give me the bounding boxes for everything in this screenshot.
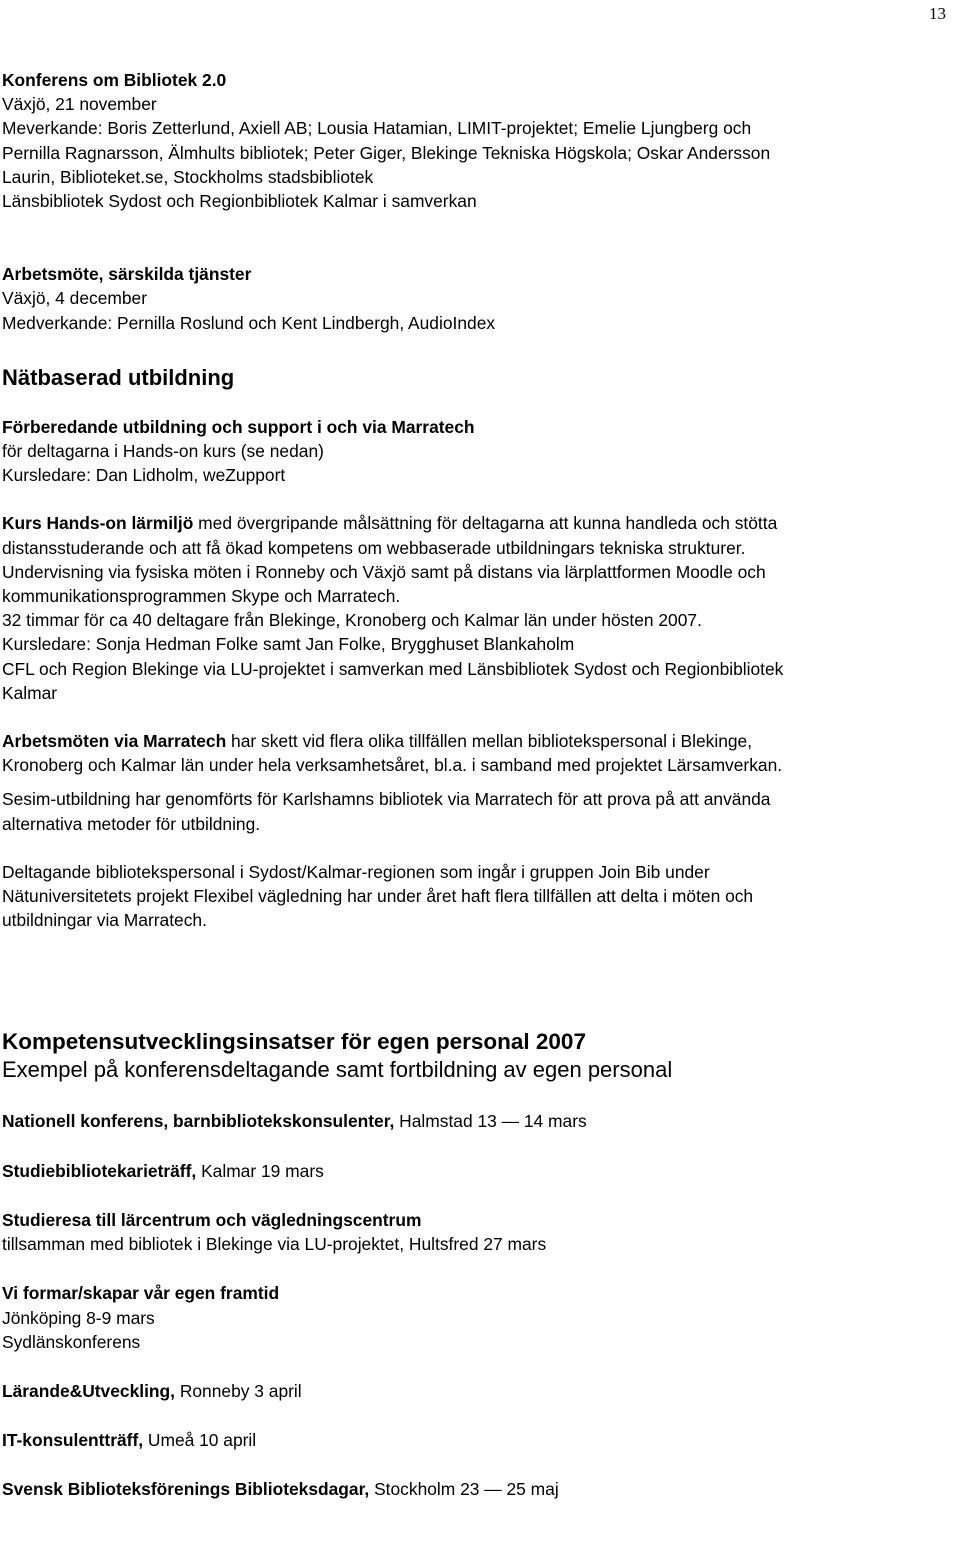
page-number: 13 bbox=[929, 4, 946, 23]
conference-name: Vi formar/skapar vår egen framtid bbox=[2, 1283, 280, 1304]
konferens-bibliotek-section bbox=[2, 68, 958, 213]
kurs-text: kommunikationsprogrammen Skype och Marratech. bbox=[2, 586, 401, 607]
arbetsmoten-paragraph bbox=[2, 729, 958, 777]
conference-name: IT-konsulentträff, bbox=[2, 1430, 144, 1451]
conference-details: Kalmar 19 mars bbox=[196, 1160, 324, 1181]
conference-details: Umeå 10 april bbox=[143, 1430, 257, 1451]
kurs-text: Undervisning via fysiska möten i Ronneby och Växjö samt på distans via lärplattformen Moodle och bbox=[2, 561, 766, 582]
kurs-hands-on-paragraph bbox=[2, 511, 958, 705]
conference-details: Sydlänskonferens bbox=[2, 1331, 141, 1352]
conference-item bbox=[2, 1477, 958, 1501]
forberedande-kursledare: Kursledare: Dan Lidholm, weZupport bbox=[2, 465, 286, 486]
kurs-text: 32 timmar för ca 40 deltagare från Blekinge, Kronoberg och Kalmar län under hösten 2007. bbox=[2, 610, 702, 631]
document-body bbox=[2, 68, 958, 1502]
conference-details: tillsamman med bibliotek i Blekinge via LU-projektet, Hultsfred 27 mars bbox=[2, 1234, 547, 1255]
kurs-text: distansstuderande och att få ökad kompetens om webbaserade utbildningars tekniska strukturer. bbox=[2, 537, 746, 558]
natbaserad-heading: Nätbaserad utbildning bbox=[2, 364, 235, 390]
arbetsmoten-text: har skett vid flera olika tillfällen mellan bibliotekspersonal i Blekinge, bbox=[226, 731, 753, 752]
conference-details: Stockholm 23 — 25 maj bbox=[369, 1479, 559, 1500]
conference-item bbox=[2, 1109, 958, 1133]
studieresa-item bbox=[2, 1208, 958, 1256]
conference-details: Jönköping 8-9 mars bbox=[2, 1307, 155, 1328]
arbetsmoten-title: Arbetsmöten via Marratech bbox=[2, 731, 227, 752]
conference-name: Studiebibliotekarieträff, bbox=[2, 1160, 197, 1181]
konferens-medverkande-line: Meverkande: Boris Zetterlund, Axiell AB; Lousia Hatamian, LIMIT-projektet; Emelie Ljungberg och bbox=[2, 118, 752, 139]
sesim-text: Sesim-utbildning har genomförts för Karlshamns bibliotek via Marratech för att prova på att använda bbox=[2, 789, 771, 810]
kompetens-heading: Kompetensutvecklingsinsatser för egen personal 2007 bbox=[2, 1029, 586, 1055]
kurs-text: Kalmar bbox=[2, 682, 58, 703]
conference-name: Lärande&Utveckling, bbox=[2, 1380, 175, 1401]
arbetsmoten-text: Kronoberg och Kalmar län under hela verksamhetsåret, bl.a. i samband med projektet Lärsamverkan. bbox=[2, 755, 783, 776]
kurs-hands-on-title: Kurs Hands-on lärmiljö bbox=[2, 513, 194, 534]
conference-item bbox=[2, 1428, 958, 1452]
konferens-medverkande-line: Pernilla Ragnarsson, Älmhults bibliotek; Peter Giger, Blekinge Tekniska Högskola; Oskar Andersson bbox=[2, 142, 771, 163]
konferens-title: Konferens om Bibliotek 2.0 bbox=[2, 70, 227, 90]
forberedande-title: Förberedande utbildning och support i och via Marratech bbox=[2, 416, 475, 437]
sesim-paragraph bbox=[2, 787, 958, 835]
kurs-text: CFL och Region Blekinge via LU-projektet i samverkan med Länsbibliotek Sydost och Regionbibliotek bbox=[2, 658, 784, 679]
kurs-text: Kursledare: Sonja Hedman Folke samt Jan Folke, Brygghuset Blankaholm bbox=[2, 634, 575, 655]
deltagande-text: utbildningar via Marratech. bbox=[2, 910, 207, 931]
vi-formar-item bbox=[2, 1281, 958, 1354]
arbetsmote-section bbox=[2, 262, 958, 335]
conference-item bbox=[2, 1159, 958, 1183]
conference-item bbox=[2, 1379, 958, 1403]
conference-details: Ronneby 3 april bbox=[175, 1380, 302, 1401]
arbetsmote-title: Arbetsmöte, särskilda tjänster bbox=[2, 264, 252, 285]
konferens-arrangor: Länsbibliotek Sydost och Regionbibliotek Kalmar i samverkan bbox=[2, 191, 477, 212]
conference-name: Svensk Biblioteksförenings Biblioteksdagar, bbox=[2, 1479, 370, 1500]
deltagande-text: Nätuniversitetets projekt Flexibel vägledning har under året haft flera tillfällen att delta i möten och bbox=[2, 886, 754, 907]
kurs-text: med övergripande målsättning för deltagarna att kunna handleda och stötta bbox=[193, 513, 778, 534]
kompetensutveckling-section bbox=[2, 1028, 958, 1501]
konferens-medverkande-line: Laurin, Biblioteket.se, Stockholms stadsbibliotek bbox=[2, 166, 374, 187]
arbetsmote-medverkande: Medverkande: Pernilla Roslund och Kent Lindbergh, AudioIndex bbox=[2, 312, 496, 333]
deltagande-paragraph bbox=[2, 860, 958, 933]
conference-name: Nationell konferens, barnbibliotekskonsulenter, bbox=[2, 1111, 395, 1132]
arbetsmote-place-date: Växjö, 4 december bbox=[2, 288, 148, 309]
sesim-text: alternativa metoder för utbildning. bbox=[2, 813, 261, 834]
forberedande-line: för deltagarna i Hands-on kurs (se nedan) bbox=[2, 441, 324, 462]
natbaserad-utbildning-section bbox=[2, 363, 958, 933]
conference-details: Halmstad 13 — 14 mars bbox=[394, 1111, 587, 1132]
deltagande-text: Deltagande bibliotekspersonal i Sydost/Kalmar-regionen som ingår i gruppen Join Bib under bbox=[2, 861, 710, 882]
kompetens-subheading: Exempel på konferensdeltagande samt fortbildning av egen personal bbox=[2, 1057, 673, 1083]
conference-name: Studieresa till lärcentrum och vägledningscentrum bbox=[2, 1209, 422, 1230]
konferens-place-date: Växjö, 21 november bbox=[2, 94, 157, 115]
